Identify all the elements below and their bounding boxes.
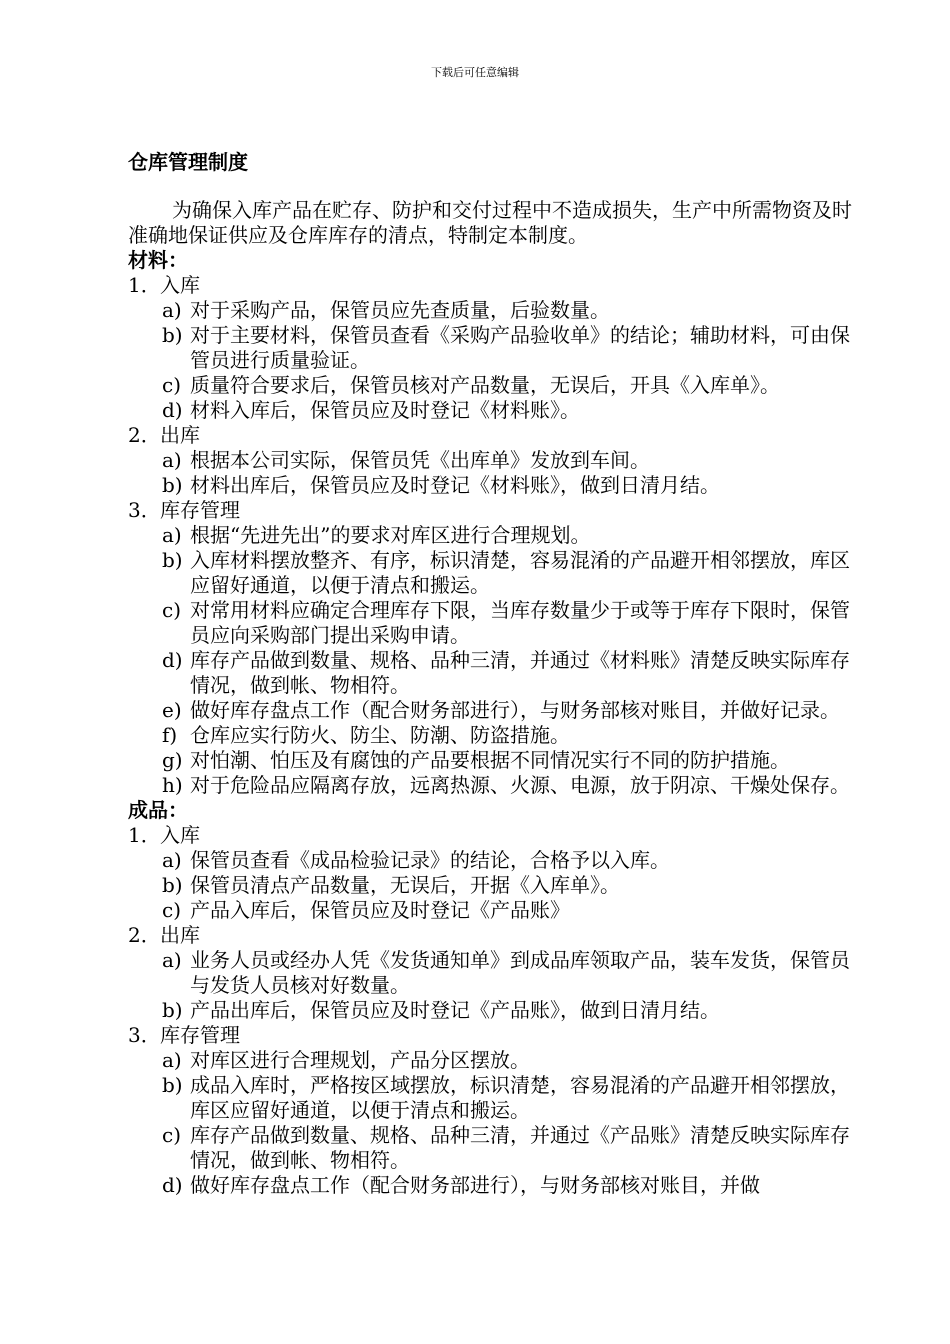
list-item-text: 根据本公司实际，保管员凭《出库单》发放到车间。 bbox=[190, 448, 650, 472]
list-item-marker: c) bbox=[162, 1123, 182, 1147]
list-item bbox=[128, 848, 868, 873]
list-item-text: 产品入库后，保管员应及时登记《产品账》 bbox=[190, 898, 570, 922]
list-item-marker: g) bbox=[162, 748, 183, 772]
list-item-marker: d) bbox=[162, 1173, 183, 1197]
list-item-marker: a) bbox=[162, 523, 182, 547]
document-body bbox=[128, 148, 868, 1198]
section bbox=[128, 798, 868, 1198]
group-heading bbox=[128, 423, 868, 448]
list-item-text: 材料出库后，保管员应及时登记《材料账》，做到日清月结。 bbox=[190, 473, 720, 497]
sections-container bbox=[128, 248, 868, 1198]
list-item-text: 仓库应实行防火、防尘、防潮、防盗措施。 bbox=[190, 723, 570, 747]
group-heading bbox=[128, 823, 868, 848]
list-item bbox=[128, 698, 868, 723]
list-item bbox=[128, 998, 868, 1023]
list-item bbox=[128, 398, 868, 423]
list-item-marker: f) bbox=[162, 723, 178, 747]
list-item bbox=[128, 898, 868, 923]
group-number: 2． bbox=[128, 423, 161, 447]
list-item-marker: a) bbox=[162, 1048, 182, 1072]
group-number: 3． bbox=[128, 1023, 161, 1047]
list-item bbox=[128, 1048, 868, 1073]
group-title: 入库 bbox=[160, 823, 200, 847]
list-item-marker: c) bbox=[162, 898, 182, 922]
list-item bbox=[128, 448, 868, 473]
list-item bbox=[128, 598, 868, 648]
list-item-text: 对于危险品应隔离存放，远离热源、火源、电源，放于阴凉、干燥处保存。 bbox=[190, 773, 850, 797]
list-item-marker: a) bbox=[162, 848, 182, 872]
list-item-marker: b) bbox=[162, 548, 183, 572]
group-heading bbox=[128, 923, 868, 948]
section-label: 材料： bbox=[128, 248, 188, 272]
group-heading bbox=[128, 273, 868, 298]
list-item-marker: d) bbox=[162, 398, 183, 422]
list-item-marker: h) bbox=[162, 773, 183, 797]
list-item bbox=[128, 323, 868, 373]
list-item bbox=[128, 548, 868, 598]
list-item-marker: b) bbox=[162, 1073, 183, 1097]
list-item bbox=[128, 873, 868, 898]
list-item-text: 做好库存盘点工作（配合财务部进行），与财务部核对账目，并做 bbox=[190, 1173, 760, 1197]
group-title: 出库 bbox=[160, 423, 200, 447]
list-item-text: 业务人员或经办人凭《发货通知单》到成品库领取产品，装车发货，保管员与发货人员核对好数量。 bbox=[190, 948, 850, 997]
group-title: 入库 bbox=[160, 273, 200, 297]
list-item-text: 做好库存盘点工作（配合财务部进行），与财务部核对账目，并做好记录。 bbox=[190, 698, 840, 722]
list-item bbox=[128, 1173, 868, 1198]
list-item bbox=[128, 373, 868, 398]
list-item-marker: b) bbox=[162, 873, 183, 897]
list-item-text: 对库区进行合理规划，产品分区摆放。 bbox=[190, 1048, 530, 1072]
group-title: 出库 bbox=[160, 923, 200, 947]
list-item bbox=[128, 298, 868, 323]
section bbox=[128, 248, 868, 798]
group-title: 库存管理 bbox=[160, 1023, 240, 1047]
list-item bbox=[128, 1073, 868, 1123]
list-item-text: 保管员查看《成品检验记录》的结论，合格予以入库。 bbox=[190, 848, 670, 872]
list-item-marker: a) bbox=[162, 948, 182, 972]
list-item-marker: b) bbox=[162, 323, 183, 347]
group-number: 2． bbox=[128, 923, 161, 947]
list-item-marker: a) bbox=[162, 298, 182, 322]
list-item-text: 根据“先进先出”的要求对库区进行合理规划。 bbox=[190, 523, 591, 547]
list-item-text: 对怕潮、怕压及有腐蚀的产品要根据不同情况实行不同的防护措施。 bbox=[190, 748, 790, 772]
group-heading bbox=[128, 498, 868, 523]
list-item-text: 保管员清点产品数量，无误后，开据《入库单》。 bbox=[190, 873, 620, 897]
page-header: 下载后可任意编辑 bbox=[431, 66, 519, 79]
list-item-marker: d) bbox=[162, 648, 183, 672]
group-number: 1． bbox=[128, 273, 161, 297]
list-item-text: 成品入库时，严格按区域摆放，标识清楚，容易混淆的产品避开相邻摆放，库区应留好通道，以便于清点和搬运。 bbox=[190, 1073, 850, 1122]
list-item-marker: c) bbox=[162, 598, 182, 622]
group-heading bbox=[128, 1023, 868, 1048]
list-item-marker: e) bbox=[162, 698, 182, 722]
list-item-text: 质量符合要求后，保管员核对产品数量，无误后，开具《入库单》。 bbox=[190, 373, 780, 397]
list-item-text: 库存产品做到数量、规格、品种三清，并通过《产品账》清楚反映实际库存情况，做到帐、物相符。 bbox=[190, 1123, 850, 1172]
list-item bbox=[128, 948, 868, 998]
list-item bbox=[128, 748, 868, 773]
list-item bbox=[128, 473, 868, 498]
list-item-marker: c) bbox=[162, 373, 182, 397]
list-item bbox=[128, 723, 868, 748]
list-item-text: 入库材料摆放整齐、有序，标识清楚，容易混淆的产品避开相邻摆放，库区应留好通道，以便于清点和搬运。 bbox=[190, 548, 850, 597]
group-number: 1． bbox=[128, 823, 161, 847]
list-item-marker: a) bbox=[162, 448, 182, 472]
list-item bbox=[128, 1123, 868, 1173]
group-number: 3． bbox=[128, 498, 161, 522]
intro-paragraph: 为确保入库产品在贮存、防护和交付过程中不造成损失，生产中所需物资及时准确地保证供应及仓库库存的清点，特制定本制度。 bbox=[128, 198, 852, 247]
list-item-text: 材料入库后，保管员应及时登记《材料账》。 bbox=[190, 398, 580, 422]
list-item-marker: b) bbox=[162, 998, 183, 1022]
list-item bbox=[128, 523, 868, 548]
list-item bbox=[128, 648, 868, 698]
list-item-text: 库存产品做到数量、规格、品种三清，并通过《材料账》清楚反映实际库存情况，做到帐、物相符。 bbox=[190, 648, 850, 697]
list-item-text: 对于采购产品，保管员应先查质量，后验数量。 bbox=[190, 298, 610, 322]
list-item-text: 产品出库后，保管员应及时登记《产品账》，做到日清月结。 bbox=[190, 998, 720, 1022]
list-item-marker: b) bbox=[162, 473, 183, 497]
group-title: 库存管理 bbox=[160, 498, 240, 522]
page-title: 仓库管理制度 bbox=[128, 150, 248, 174]
list-item-text: 对于主要材料，保管员查看《采购产品验收单》的结论；辅助材料，可由保管员进行质量验证。 bbox=[190, 323, 850, 372]
list-item bbox=[128, 773, 868, 798]
section-label: 成品： bbox=[128, 798, 188, 822]
list-item-text: 对常用材料应确定合理库存下限，当库存数量少于或等于库存下限时，保管员应向采购部门提出采购申请。 bbox=[190, 598, 850, 647]
